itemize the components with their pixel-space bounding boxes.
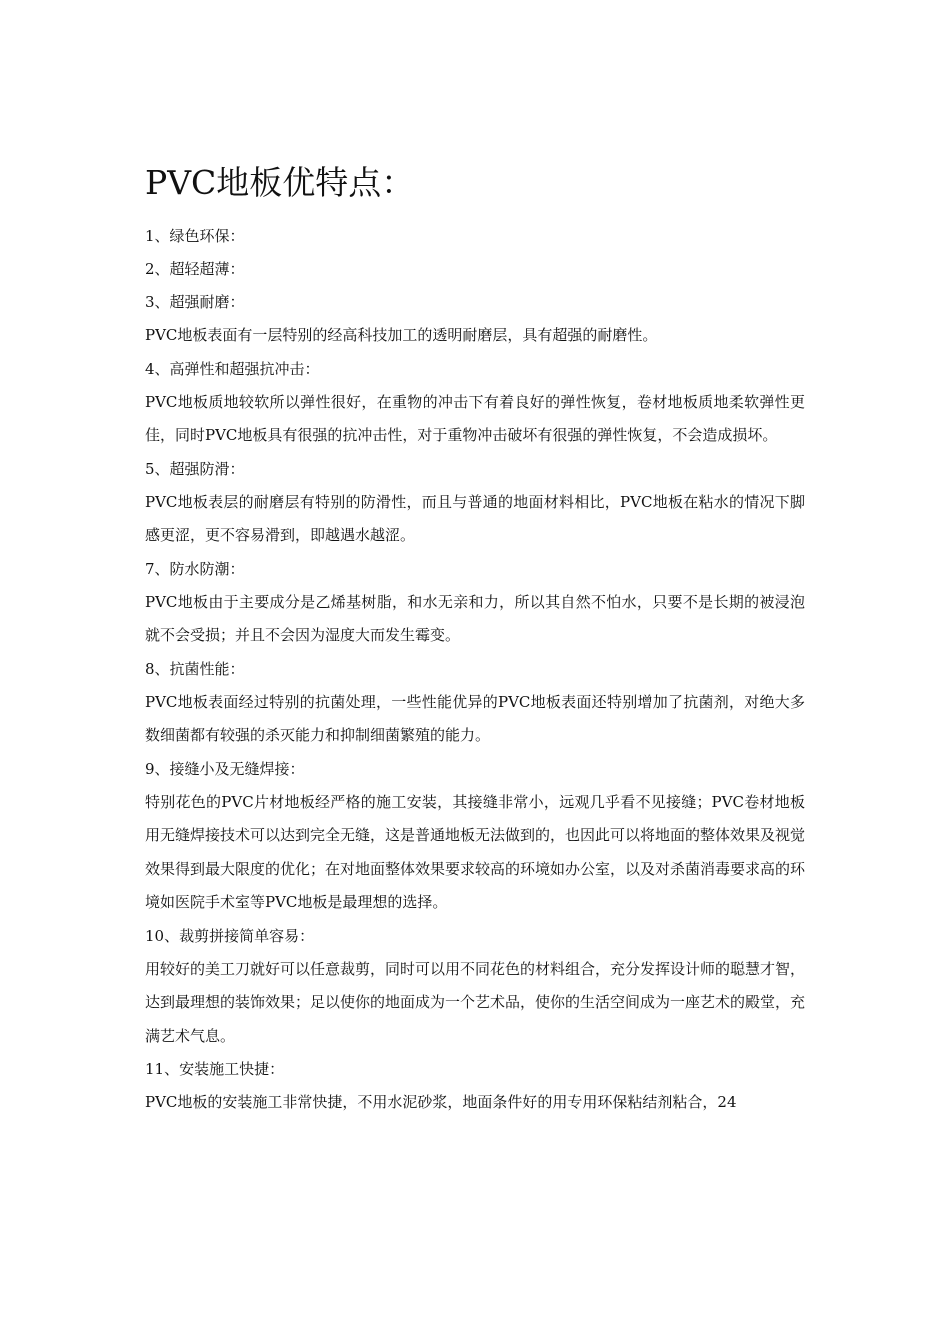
section-heading-1: 1、绿色环保： [145,227,245,245]
section-heading-5: 5、超强防滑： [145,459,245,478]
section-heading-10: 10、裁剪拼接简单容易： [145,926,315,945]
section-text-9: 特别花色的PVC片材地板经严格的施工安装，其接缝非常小，远观几乎看不见接缝；PVC卷材地板用无缝焊接技术可以达到完全无缝，这是普通地板无法做到的，也因此可以将地面的整体效果及视觉效果得到最大限度的优化；在对地面整体效果要求较高的环境如办公室，以及对杀菌消毒要求高的环境如医院手术室等PVC地板是最理想的选择。 [145,792,806,911]
document-title: PVC地板优特点： [145,163,415,202]
section-heading-4: 4、高弹性和超强抗冲击： [145,359,320,378]
section-heading-7: 7、防水防潮： [145,559,245,578]
document-page [145,160,805,1120]
document-body [145,220,805,1120]
section-heading-9: 9、接缝小及无缝焊接： [145,759,305,778]
section-text-5: PVC地板表层的耐磨层有特别的防滑性，而且与普通的地面材料相比，PVC地板在粘水的情况下脚感更涩，更不容易滑到，即越遇水越涩。 [145,492,805,544]
section-heading-3: 3、超强耐磨： [145,293,245,311]
section-text-8: PVC地板表面经过特别的抗菌处理，一些性能优异的PVC地板表面还特别增加了抗菌剂，对绝大多数细菌都有较强的杀灭能力和抑制细菌繁殖的能力。 [145,692,805,744]
section-text-11: PVC地板的安装施工非常快捷，不用水泥砂浆，地面条件好的用专用环保粘结剂粘合，24 [145,1093,737,1111]
section-text-3: PVC地板表面有一层特别的经高科技加工的透明耐磨层，具有超强的耐磨性。 [145,326,658,344]
section-heading-2: 2、超轻超薄： [145,260,245,278]
section-heading-11: 11、安装施工快捷： [145,1060,285,1078]
section-text-4: PVC地板质地较软所以弹性很好，在重物的冲击下有着良好的弹性恢复，卷材地板质地柔软弹性更佳，同时PVC地板具有很强的抗冲击性，对于重物冲击破坏有很强的弹性恢复，不会造成损坏。 [145,392,805,444]
section-text-7: PVC地板由于主要成分是乙烯基树脂，和水无亲和力，所以其自然不怕水，只要不是长期的被浸泡就不会受损；并且不会因为湿度大而发生霉变。 [145,592,805,644]
section-heading-8: 8、抗菌性能： [145,659,245,678]
section-text-10: 用较好的美工刀就好可以任意裁剪，同时可以用不同花色的材料组合，充分发挥设计师的聪慧才智，达到最理想的装饰效果；足以使你的地面成为一个艺术品，使你的生活空间成为一座艺术的殿堂，充满艺术气息。 [145,959,806,1045]
